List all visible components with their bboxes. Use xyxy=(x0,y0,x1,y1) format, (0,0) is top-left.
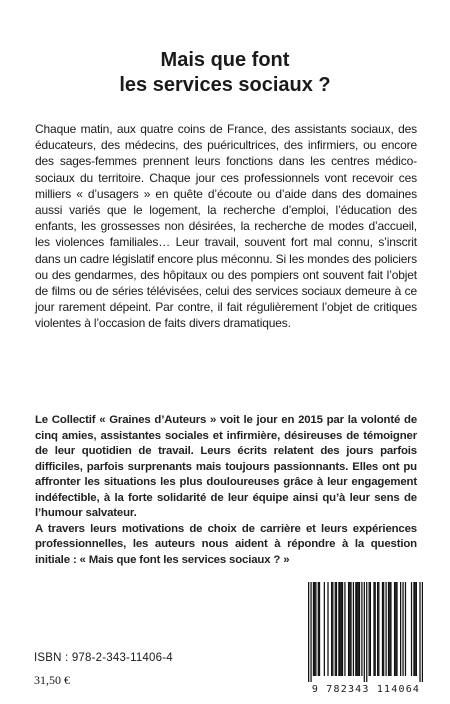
barcode-bar xyxy=(416,582,417,676)
barcode-bar xyxy=(369,582,370,676)
barcode-bar xyxy=(402,582,403,676)
barcode-bar xyxy=(375,582,376,676)
barcode-bar xyxy=(378,582,379,676)
title-line-2: les services sociaux ? xyxy=(119,74,331,96)
collectif-section xyxy=(35,413,417,568)
barcode-bar xyxy=(318,582,319,676)
barcode-bar xyxy=(370,582,371,676)
barcode-bar xyxy=(419,582,420,682)
barcode-bar xyxy=(315,582,316,676)
barcode-bar xyxy=(405,582,406,676)
barcode-bar xyxy=(349,582,350,676)
book-title xyxy=(60,48,390,98)
barcode-bar xyxy=(358,582,359,676)
barcode-icon xyxy=(308,582,423,682)
barcode-bar xyxy=(400,582,401,676)
barcode-bar xyxy=(342,582,343,676)
barcode-bar xyxy=(382,582,383,676)
barcode-bar xyxy=(338,582,339,676)
barcode-bar xyxy=(324,582,325,676)
barcode-bar xyxy=(350,582,351,676)
barcode-bar xyxy=(396,582,397,676)
barcode-bar xyxy=(366,582,367,682)
barcode-bar xyxy=(310,582,311,682)
barcode-bar xyxy=(413,582,414,676)
title-line-1: Mais que font xyxy=(160,49,290,71)
barcode-bar xyxy=(332,582,333,676)
barcode-bar xyxy=(390,582,391,676)
barcode-digits: 9 782343 114064 xyxy=(311,684,421,695)
barcode-bar xyxy=(336,582,337,676)
barcode-bar xyxy=(383,582,384,676)
collectif-paragraph-2: A travers leurs motivations de choix de carrière et leurs expériences professionnelles, les auteurs nous aident à répondre à la question initiale : « Mais que font les services sociaux ? » xyxy=(35,522,417,566)
barcode-bar xyxy=(314,582,315,676)
barcode-bar xyxy=(341,582,342,676)
barcode-bar xyxy=(373,582,374,676)
barcode-bar xyxy=(395,582,396,676)
barcode-bar xyxy=(355,582,356,676)
barcode-bar xyxy=(348,582,349,676)
barcode-bar xyxy=(335,582,336,676)
barcode-bar xyxy=(422,582,423,682)
price-label: 31,50 € xyxy=(34,673,70,687)
barcode-bar xyxy=(313,582,314,676)
intro-paragraph: Chaque matin, aux quatre coins de France, des assistants sociaux, des éducateurs, des médecins, des puéricultrices, des infirmiers, ou encore des sages-femmes prennent leurs fonctions dans les centres médico-sociaux du territoire. Chaque jour ces professionnels vont recevoir ces milliers « d’usagers » en quête d’écoute ou d’aide dans des domaines aussi variés que le logement, la recherche d’emploi, l’éducation des enfants, les grossesses non désirées, la recherche de modes d’accueil, les violences familiales… Leur travail, souvent fort mal connu, s’inscrit dans un cadre législatif encore plus méconnu. Si les mondes des policiers ou des gendarmes, des hôpitaux ou des pompiers ont souvent fait l’objet de films ou de séries télévisées, celui des services sociaux demeure à ce jour rarement dépeint. Par contre, il fait régulièrement l’objet de critiques violentes à l’occasion de faits divers dramatiques. xyxy=(35,122,417,331)
barcode-bar xyxy=(344,582,345,676)
barcode-bar xyxy=(364,582,365,682)
barcode-bar xyxy=(308,582,309,682)
barcode-bar xyxy=(339,582,340,676)
barcode-bar xyxy=(319,582,320,676)
barcode-bar xyxy=(385,582,386,676)
collectif-paragraph-1: Le Collectif « Graines d’Auteurs » voit le jour en 2015 par la volonté de cinq amies, assistantes sociales et infirmière, désireuses de témoigner de leur quotidien de travail. Leurs écrits relatent des jours parfois difficiles, parfois surprenants mais toujours passionnants. Elles ont pu affronter les situations les plus douloureuses grâce à leur engagement indéfectible, à la forte solidarité de leur équipe ainsi qu’à leur sens de l’humour salvateur. xyxy=(35,414,417,519)
barcode-bar xyxy=(356,582,357,676)
barcode-bar xyxy=(389,582,390,676)
barcode-bar xyxy=(415,582,416,676)
barcode-bar xyxy=(411,582,412,676)
isbn-label: ISBN : 978-2-343-11406-4 xyxy=(34,652,173,664)
barcode-bar xyxy=(327,582,328,676)
barcode-bar xyxy=(359,582,360,676)
barcode-bar xyxy=(361,582,362,676)
barcode-bar xyxy=(353,582,354,676)
barcode-bar xyxy=(388,582,389,676)
barcode-bar xyxy=(331,582,332,676)
barcode-bar xyxy=(377,582,378,676)
barcode-bar xyxy=(394,582,395,676)
